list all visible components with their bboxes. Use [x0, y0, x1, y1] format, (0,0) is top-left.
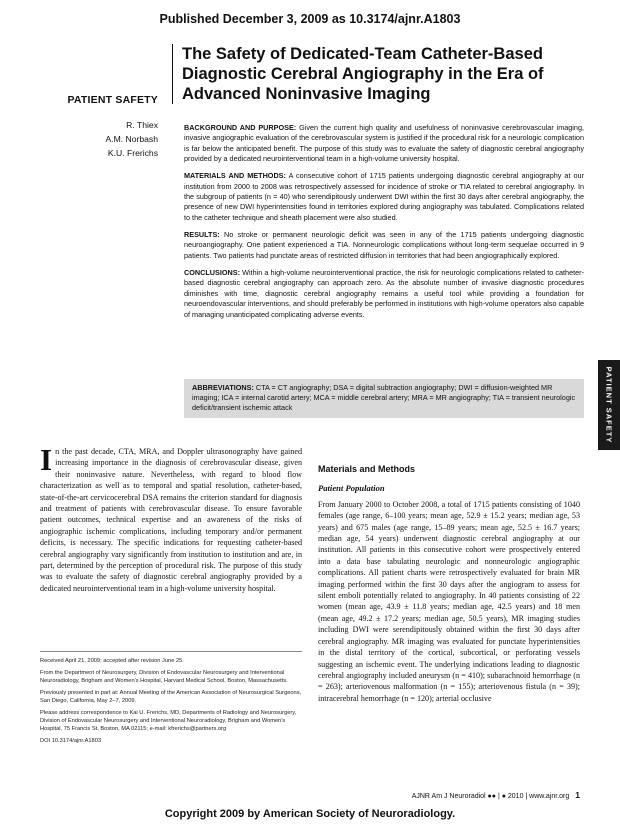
- abstract-heading: MATERIALS AND METHODS:: [184, 171, 286, 181]
- methods-column: [318, 446, 580, 704]
- journal-citation: AJNR Am J Neuroradiol ●● | ● 2010 | www.ajnr.org: [411, 793, 570, 800]
- population-text: From January 2000 to October 2008, a total of 1715 patients consisting of 1040 females (age range, 6–100 years; mean age, 52.9 ± 15.2 years; median age, 53 years) and 675 males (age range, 15–89 years; mean age, 52.5 ± 16.7 years; median age, 54 years) underwent diagnostic cerebral angiography at our institution. All patients in this consecutive cohort were prospectively entered into a data base tabulating neurologic and nonneurologic angiographic complications. All patient charts were retrospectively evaluated for brain MR imaging performed within the first 30 days after the angiogram to assess for silent emboli potentially related to angiography. In 40 patients consisting of 22 women (mean age, 43.9 ± 11.8 years; median age, 42.5 years) and 18 men (mean age, 49.2 ± 17.2 years; median age, 50.5 years), MR imaging studies including DWI were serendipitously obtained within the first 30 days after cerebral angiography. MR imaging was evaluated for punctate hyperintensities in the distal territory of the cortical, subcortical, or perforating vessels suggesting an ischemic event. The underlying indications leading to diagnostic cerebral angiography included aneurysm (n = 410); subarachnoid hemorrhage (n = 263); arteriovenous malformation (n = 155); arteriovenous fistula (n = 39); intracerebral hemorrhage (n = 120); arterial occlusive: [318, 499, 580, 703]
- footnote: From the Department of Neurosurgery, Division of Endovascular Neurosurgery and Interventional Neuroradiology, Brigham and Women's Hospital, Harvard Medical School, Boston, Massachusetts.: [40, 670, 288, 684]
- footnote: Received April 21, 2009; accepted after revision June 25.: [40, 658, 184, 664]
- article-title: The Safety of Dedicated-Team Catheter-Based Diagnostic Cerebral Angiography in the Era of Advanced Noninvasive Imaging: [182, 45, 544, 103]
- abstract-background: BACKGROUND AND PURPOSE: Given the current high quality and usefulness of noninvasive cerebrovascular imaging, invasive angiographic evaluation of the cerebrovascular system is justified if the procedural risk for a neurologic complication is far below the anticipated benefit. The purpose of this study was to evaluate the safety of diagnostic cerebral angiography provided by a dedicated neurointerventional team in a high-volume university hospital.: [184, 123, 585, 164]
- footnote-divider: [40, 651, 302, 652]
- abstract-heading: RESULTS:: [184, 230, 220, 240]
- abbreviations-heading: ABBREVIATIONS:: [192, 383, 254, 392]
- population-heading: Patient Population: [318, 483, 385, 494]
- abstract-methods: MATERIALS AND METHODS: A consecutive cohort of 1715 patients undergoing diagnostic cerebral angiography at our institution from 2000 to 2008 was retrospectively assessed for incidence of stroke or TIA related to cerebral angiography. In the subgroup of patients (n = 40) who serendipitously underwent DWI within the first 30 days after cerebral angiography, the presence of new DWI hyperintensities found in territories explored during angiography was tabulated. Complications related to the catheter technique and sheath placement were also studied.: [184, 171, 584, 222]
- abstract-conclusions: CONCLUSIONS: Within a high-volume neurointerventional practice, the risk for neurologic complications related to catheter-based diagnostic cerebral angiography can approach zero. As the absolute number of invasive diagnostic procedures diminishes with time, diagnostic cerebral angiography remains a useful tool while providing a foundation for neuroendovascular interventions, and should preferably be performed in institutions with high-volume operators also capable of managing unanticipated complicating adverse events.: [184, 268, 584, 319]
- abstract-heading: BACKGROUND AND PURPOSE:: [184, 123, 297, 132]
- author-name: K.U. Frerichs: [107, 148, 158, 158]
- side-tab: PATIENT SAFETY: [598, 360, 620, 450]
- author-name: A.M. Norbash: [105, 134, 158, 144]
- intro-text: n the past decade, CTA, MRA, and Doppler ultrasonography have gained increasing importance in the diagnosis of cerebrovascular disease, given their noninvasive nature. Nevertheless, with regard to blood flow characterization as well as to temporal and spatial resolution, catheter-based, state-of-the-art cervicocerebral DSA remains the criterion standard for diagnosis and treatment of patients with cerebrovascular disease. To ensure favorable patient outcomes, technical expertise and an awareness of the risks of angiographic ischemic complications, including temporary and/or permanent deficits, is necessary. The specific indications for requesting catheter-based cerebral angiography vary significantly from institution to institution and are, in part, determined by the perception of procedural risk. The purpose of this study was to evaluate the safety of diagnostic cerebral angiography provided by a dedicated neurointerventional team in a high-volume university hospital.: [40, 447, 302, 593]
- drop-cap: I: [40, 442, 53, 477]
- footnote: DOI 10.3174/ajnr.A1803: [40, 738, 102, 744]
- page-number: 1: [575, 790, 580, 800]
- title-divider: [172, 44, 173, 104]
- author-name: R. Thiex: [126, 120, 158, 130]
- publication-banner: Published December 3, 2009 as 10.3174/ajnr.A1803: [159, 12, 461, 26]
- abbreviations-box: [184, 379, 584, 418]
- section-label: PATIENT SAFETY: [67, 94, 158, 106]
- footnote: Please address correspondence to Kai U. Frerichs, MD, Departments of Radiology and Neurosurgery, Division of Endovascular Neurosurgery and Interventional Neuroradiology, Brigham and Women's Hospital, 75 Francis St, Boston, MA 02115; e-mail: kfrerichs@partners.org: [40, 710, 297, 732]
- copyright-line: Copyright 2009 by American Society of Neuroradiology.: [164, 808, 456, 820]
- methods-heading: Materials and Methods: [318, 464, 416, 474]
- author-list: [40, 118, 158, 160]
- abstract-heading: CONCLUSIONS:: [184, 268, 240, 278]
- journal-footer: [318, 790, 580, 800]
- abstract-results: RESULTS: No stroke or permanent neurologic deficit was seen in any of the 1715 patients undergoing diagnostic neuroangiography. One patient experienced a TIA. Nonneurologic complications without long-term sequelae occurred in 9 patients. Two patients had punctate areas of restricted diffusion in territories that had been angiographically explored.: [184, 230, 584, 260]
- footnote: Previously presented in part at: Annual Meeting of the American Association of Neurosurgical Surgeons, San Diego, California, May 2–7, 2009.: [40, 690, 302, 704]
- footnotes: [40, 657, 302, 749]
- abbreviations-text: CTA = CT angiography; DSA = digital subtraction angiography; DWI = diffusion-weighted MR imaging; ICA = internal carotid artery; MCA = middle cerebral artery; MRA = MR angiography; TIA = transient neurologic deficit/transient ischemic attack: [192, 383, 576, 413]
- abstract: [184, 123, 584, 327]
- intro-column: [40, 442, 302, 594]
